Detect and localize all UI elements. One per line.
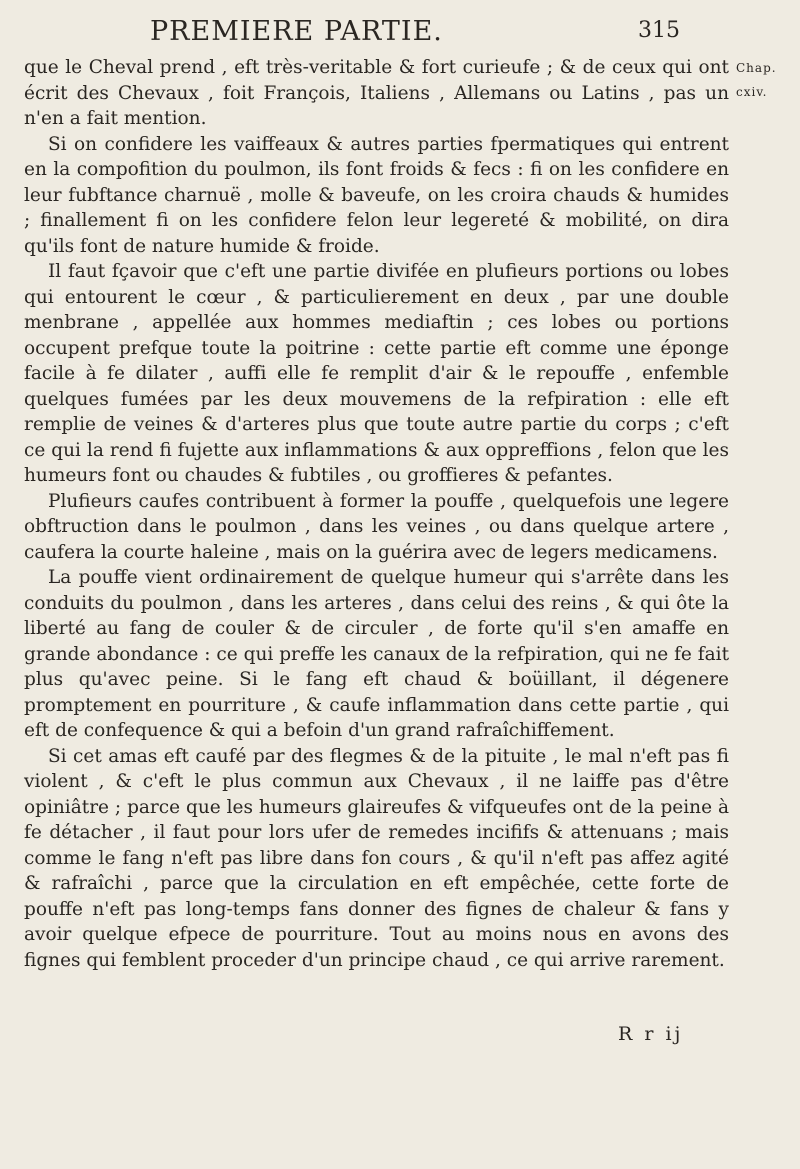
paragraph: Si cet amas eft caufé par des flegmes & de la pituite , le mal n'eft pas fi violent , & c'eft le plus commun aux Chevaux , il ne laiffe pas d'être opiniâtre ; parce que les humeurs glaireufes & vifqueufes ont de la peine à fe détacher , il faut pour lors ufer de remedes incififs & attenuans ; mais comme le fang n'eft pas libre dans fon cours , & qu'il n'eft pas affez agité & rafraîchi , parce que la circulation en eft empêchée, cette forte de pouffe n'eft pas long-temps fans donner des fignes de chaleur & fans y avoir quelque efpece de pourriture. Tout au moins nous en avons des fignes qui femblent proceder d'un principe chaud , ce qui arrive rarement. <box>24 745 729 971</box>
paragraph: La pouffe vient ordinairement de quelque humeur qui s'arrête dans les conduits du poulmon , dans les arteres , dans celui des reins , & qui ôte la liberté au fang de couler & de circuler , de forte qu'il s'en amaffe en grande abondance : ce qui preffe les canaux de la refpiration, qui ne fe fait plus qu'avec peine. Si le fang eft chaud & boüillant, il dégenere promptement en pourriture , & caufe inflammation dans cette partie , qui eft de confequence & qui a befoin d'un grand rafraîchiffement. <box>24 567 729 741</box>
paragraph: que le Cheval prend , eft très-veritable & fort curieufe ; & de ceux qui ont écrit des Chevaux , foit François, Italiens , Allemans ou Latins , pas un n'en a fait mention. <box>24 57 729 129</box>
body-text <box>24 55 729 973</box>
page-header <box>150 16 680 50</box>
margin-note-chapter: Chap. <box>736 61 777 75</box>
signature-mark: R r ij <box>618 1023 684 1045</box>
paragraph: Si on confidere les vaiffeaux & autres parties fpermatiques qui entrent en la compofition du poulmon, ils font froids & fecs : fi on les confidere en leur fubftance charnuë , molle & baveufe, on les croira chauds & humides ; finallement fi on les confidere felon leur legereté & mobilité, on dira qu'ils font de nature humide & froide. <box>24 133 729 257</box>
paragraph: Il faut fçavoir que c'eft une partie divifée en plufieurs portions ou lobes qui entourent le cœur , & particulierement en deux , par une double menbrane , appellée aux hommes mediaftin ; ces lobes ou portions occupent prefque toute la poitrine : cette partie eft comme une éponge facile à fe dilater , auffi elle fe remplit d'air & le repouffe , enfemble quelques fumées par les deux mouvemens de la refpiration : elle eft remplie de veines & d'arteres plus que toute autre partie du corps ; c'eft ce qui la rend fi fujette aux inflammations & aux oppreffions , felon que les humeurs font ou chaudes & fubtiles , ou groffieres & pefantes. <box>24 261 729 486</box>
paragraph: Plufieurs caufes contribuent à former la pouffe , quelquefois une legere obftruction dans le poulmon , dans les veines , ou dans quelque artere , caufera la courte haleine , mais on la guérira avec de legers medicamens. <box>24 490 729 563</box>
margin-note-number: cxiv. <box>736 85 768 99</box>
page-number: 315 <box>638 18 680 43</box>
margin-note <box>736 56 796 104</box>
running-head: PREMIERE PARTIE. <box>150 16 443 47</box>
